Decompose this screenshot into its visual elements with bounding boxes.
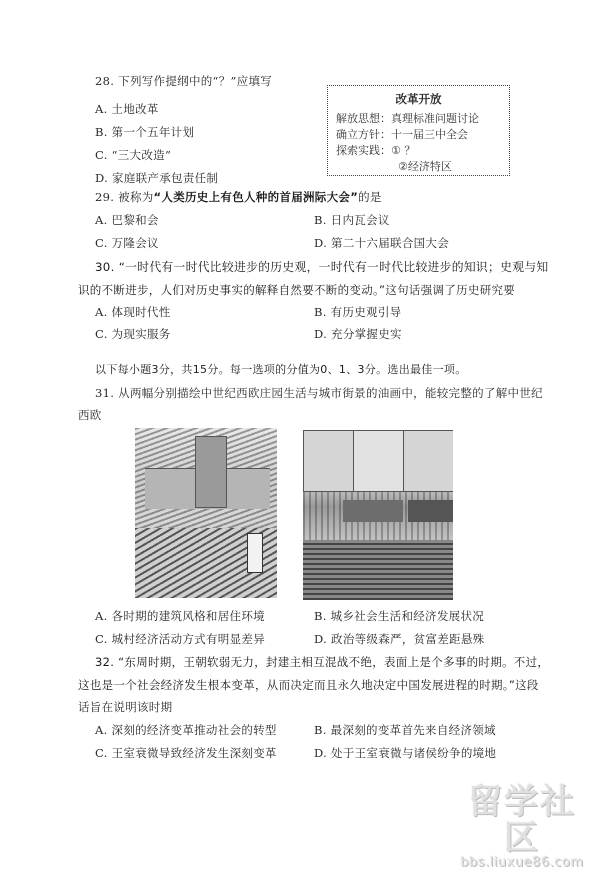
q29-option-b: B. 日内瓦会议 bbox=[314, 213, 390, 227]
q31-line1: 31. 从两幅分别描绘中世纪西欧庄园生活与城市街景的油画中，能较完整的了解中世纪 bbox=[95, 386, 543, 400]
q32-option-d: D. 处于王室衰微与诸侯纷争的境地 bbox=[314, 746, 497, 760]
q32-option-c: C. 王室衰微导致经济发生深刻变革 bbox=[95, 746, 277, 760]
q32-line1 bbox=[95, 654, 549, 670]
q32-line2 bbox=[78, 677, 539, 693]
q31-option-d: D. 政治等级森严，贫富差距悬殊 bbox=[314, 632, 485, 646]
q32-option-a: A. 深刻的经济变革推动社会的转型 bbox=[95, 723, 277, 737]
q31-line2: 西欧 bbox=[78, 408, 102, 422]
box-row-2: 确立方针：十一届三中全会 bbox=[336, 128, 468, 141]
q28-option-c: C. “三大改造” bbox=[95, 148, 172, 162]
box-row-4: ②经济特区 bbox=[398, 160, 452, 173]
q32-line2-suffix: 这段 bbox=[515, 678, 539, 692]
shop-awning-right bbox=[408, 500, 453, 522]
q30-line2 bbox=[78, 282, 515, 298]
box-row-3: 探索实践：① ？ bbox=[336, 144, 416, 157]
q28-stem: 28. 下列写作提纲中的“？”应填写 bbox=[95, 74, 273, 88]
q28-option-d: D. 家庭联产承包责任制 bbox=[95, 171, 219, 185]
castle-tower bbox=[195, 436, 227, 508]
q29-stem-suffix: 的是 bbox=[358, 190, 382, 204]
q28-option-b: B. 第一个五年计划 bbox=[95, 125, 195, 139]
q30-option-b: B. 有历史观引导 bbox=[314, 305, 402, 319]
shop-awning bbox=[343, 500, 403, 522]
q29-option-d: D. 第二十六届联合国大会 bbox=[314, 236, 450, 250]
watermark bbox=[452, 784, 592, 870]
timber-house-left bbox=[303, 430, 355, 492]
peasant-figure bbox=[247, 533, 263, 573]
q31-option-c: C. 城村经济活动方式有明显差异 bbox=[95, 632, 265, 646]
timber-house-middle bbox=[353, 430, 405, 492]
q29-option-c: C. 万隆会议 bbox=[95, 236, 159, 250]
timber-house-right bbox=[403, 430, 453, 492]
watermark-logo: 留学社区 bbox=[468, 782, 576, 858]
city-street-painting bbox=[303, 430, 453, 600]
box-title: 改革开放 bbox=[395, 92, 442, 106]
q29-stem-quote: “人类历史上有色人种的首届洲际大会” bbox=[153, 190, 359, 204]
q32-line1-text: 32. “东周时期，王朝软弱无力，封建主相互混战不绝，表面上是个多事的时期。不过， bbox=[95, 655, 550, 669]
q30-option-d: D. 充分掌握史实 bbox=[314, 327, 402, 341]
reform-outline-box bbox=[327, 85, 510, 176]
manor-life-painting bbox=[135, 428, 277, 598]
section-instruction: 以下每小题3分，共15分。每一选项的分值为0、1、3分。选出最佳一项。 bbox=[95, 363, 467, 376]
q31-option-b: B. 城乡社会生活和经济发展状况 bbox=[314, 609, 485, 623]
q29-stem bbox=[95, 189, 382, 205]
q28-option-a: A. 土地改革 bbox=[95, 102, 159, 116]
q31-option-a: A. 各时期的建筑风格和居住环境 bbox=[95, 609, 265, 623]
q30-line2-quote: 识的不断进步，人们对历史事实的解释自然要不断的变动。” bbox=[78, 283, 386, 297]
q32-line2-quote: 这也是一个社会经济发生根本变革，从而决定而且永久地决定中国发展进程的时期。” bbox=[78, 678, 516, 692]
market-stalls bbox=[303, 540, 453, 600]
q30-line2-suffix: 这句话强调了历史研究要 bbox=[385, 283, 516, 297]
q32-option-b: B. 最深刻的变革首先来自经济领域 bbox=[314, 723, 496, 737]
q30-option-a: A. 体现时代性 bbox=[95, 305, 171, 319]
q30-line1: 30. “一时代有一时代比较进步的历史观，一时代有一时代比较进步的知识；史观与知 bbox=[95, 260, 549, 274]
watermark-url: bbs.liuxue86.com bbox=[460, 855, 584, 870]
q29-stem-prefix: 29. 被称为 bbox=[95, 190, 154, 204]
box-row-1: 解放思想：真理标准问题讨论 bbox=[336, 112, 479, 125]
q32-line3: 话旨在说明该时期 bbox=[78, 700, 173, 714]
q29-option-a: A. 巴黎和会 bbox=[95, 213, 159, 227]
q30-option-c: C. 为现实服务 bbox=[95, 327, 171, 341]
